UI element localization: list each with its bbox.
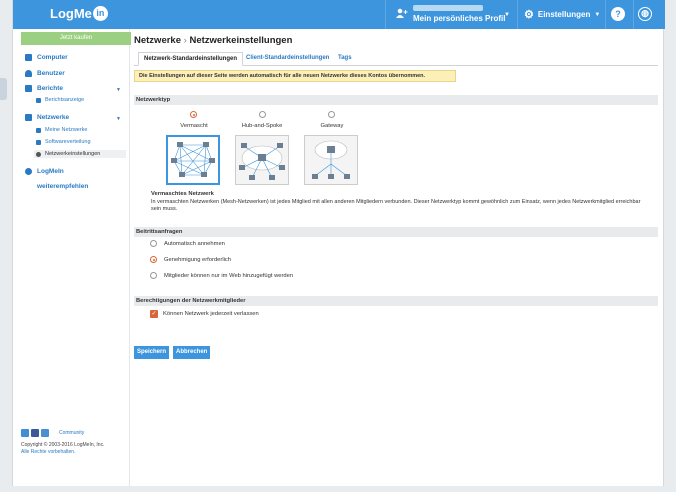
chevron-down-icon[interactable]: ▼ [116,87,121,93]
page-title: Netzwerkeinstellungen [189,35,293,46]
buy-now-button[interactable]: Jetzt kaufen [21,32,131,45]
radio-auto-accept[interactable] [150,240,157,247]
sidebar [13,29,130,486]
header-divider [633,0,634,29]
sidebar-item-label: Berichtsanzeige [45,97,85,103]
sidebar-item-label: Benutzer [37,70,65,77]
network-type-description-title: Vermaschtes Netzwerk [151,191,214,197]
breadcrumb [134,35,292,46]
chevron-down-icon: ▼ [594,11,601,18]
option-label: Automatisch annehmen [164,241,225,247]
network-type-description: In vermaschten Netzwerken (Mesh-Netzwerken) ist jedes Mitglied mit allen anderen Mitgliedern verbunden. Dieser Netzwerktyp kommt gewöhnlich zum Einsatz, wenn jedes Netzwerkmitglied erreichbar sein muss. [151,199,641,212]
rights-link[interactable]: Alle Rechte vorbehalten. [21,448,76,455]
sidebar-item-label: Computer [37,54,68,61]
sidebar-item-networks[interactable] [25,114,69,121]
save-button[interactable]: Speichern [134,346,169,359]
logmein-logo[interactable] [50,6,108,21]
sidebar-item-label: LogMeIn [37,168,64,175]
sidebar-item-report-view[interactable] [36,97,84,103]
gateway-diagram[interactable] [304,135,358,185]
community-link[interactable]: Community [59,430,85,436]
label-hub-and-spoke: Hub-and-Spoke [241,123,283,129]
sidebar-item-computer[interactable] [25,54,68,61]
logo-badge: in [93,6,108,21]
twitter-icon[interactable] [21,429,29,437]
user-add-icon [396,8,408,20]
social-links [21,429,84,437]
report-view-icon [36,98,41,103]
label-mesh: Vermascht [180,123,208,129]
side-panel-handle[interactable] [0,78,7,100]
profile-label: Mein persönliches Profil [413,14,506,23]
sidebar-item-users[interactable] [25,70,65,77]
breadcrumb-parent[interactable]: Netzwerke [134,35,181,46]
sidebar-item-label: Netzwerke [37,114,70,121]
settings-label: Einstellungen [537,10,591,19]
tab-tags[interactable]: Tags [338,55,352,61]
header-divider [605,0,606,29]
monitor-icon [25,54,32,61]
mesh-diagram[interactable] [166,135,220,185]
section-member-permissions: Berechtigungen der Netzwerkmitglieder [134,296,658,306]
chevron-down-icon[interactable]: ▼ [116,116,121,122]
radio-web-only[interactable] [150,272,157,279]
sidebar-item-label: Berichte [37,85,64,92]
radio-gateway[interactable] [328,111,335,118]
network-small-icon [36,128,41,133]
settings-menu[interactable] [524,8,600,21]
sidebar-item-my-networks[interactable] [36,127,88,133]
profile-menu[interactable] [393,3,513,26]
cancel-button[interactable]: Abbrechen [173,346,210,359]
tab-client-defaults[interactable]: Client-Standardeinstellungen [246,55,330,61]
leave-network-checkbox[interactable]: ✓ [151,311,157,317]
linkedin-icon[interactable] [41,429,49,437]
sidebar-item-label: Softwareverteilung [45,139,91,145]
section-join-requests: Beitrittsanfragen [134,227,658,237]
app-frame [12,0,664,486]
chevron-down-icon: ▼ [504,12,510,18]
sidebar-item-network-settings[interactable] [34,150,126,158]
sidebar-item-recommend[interactable] [37,183,88,190]
sidebar-item-reports[interactable] [25,85,63,92]
help-icon[interactable]: ? [611,7,625,21]
globe-icon[interactable]: ◍ [638,7,652,21]
header-divider [385,0,386,29]
radio-mesh[interactable] [190,111,197,118]
label-gateway: Gateway [320,123,344,129]
leave-network-label: Können Netzwerk jederzeit verlassen [163,311,259,317]
gear-icon: ⚙ [524,9,534,21]
sidebar-item-label: weiterempfehlen [37,183,89,190]
settings-gear-icon [36,152,41,157]
hub-and-spoke-diagram[interactable] [235,135,289,185]
network-icon [25,114,32,121]
sidebar-item-label: Netzwerkeinstellungen [45,151,101,157]
logmein-icon [25,168,32,175]
logo-text: LogMe [50,6,92,21]
report-icon [25,85,32,92]
sidebar-item-software-distribution[interactable] [36,139,91,145]
section-network-type: Netzwerktyp [134,95,658,105]
copyright-text: Copyright © 2003-2016 LogMeIn, Inc. [21,442,105,448]
copyright [21,442,104,455]
radio-approval-required[interactable] [150,256,157,263]
top-bar [13,0,665,29]
user-icon [25,70,32,77]
software-icon [36,140,41,145]
sidebar-item-label: Meine Netzwerke [45,127,88,133]
info-notice: Die Einstellungen auf dieser Seite werden automatisch für alle neuen Netzwerke dieses Kontos übernommen. [134,70,456,82]
radio-hub-and-spoke[interactable] [259,111,266,118]
header-divider [517,0,518,29]
breadcrumb-separator: › [183,35,187,46]
option-label: Genehmigung erforderlich [164,257,232,263]
facebook-icon[interactable] [31,429,39,437]
tab-bar [134,52,658,66]
option-label: Mitglieder können nur im Web hinzugefügt werden [164,273,294,279]
tab-network-defaults[interactable]: Netzwerk-Standardeinstellungen [138,52,243,66]
profile-email-redacted [413,5,483,11]
sidebar-item-logmein[interactable] [25,168,64,175]
